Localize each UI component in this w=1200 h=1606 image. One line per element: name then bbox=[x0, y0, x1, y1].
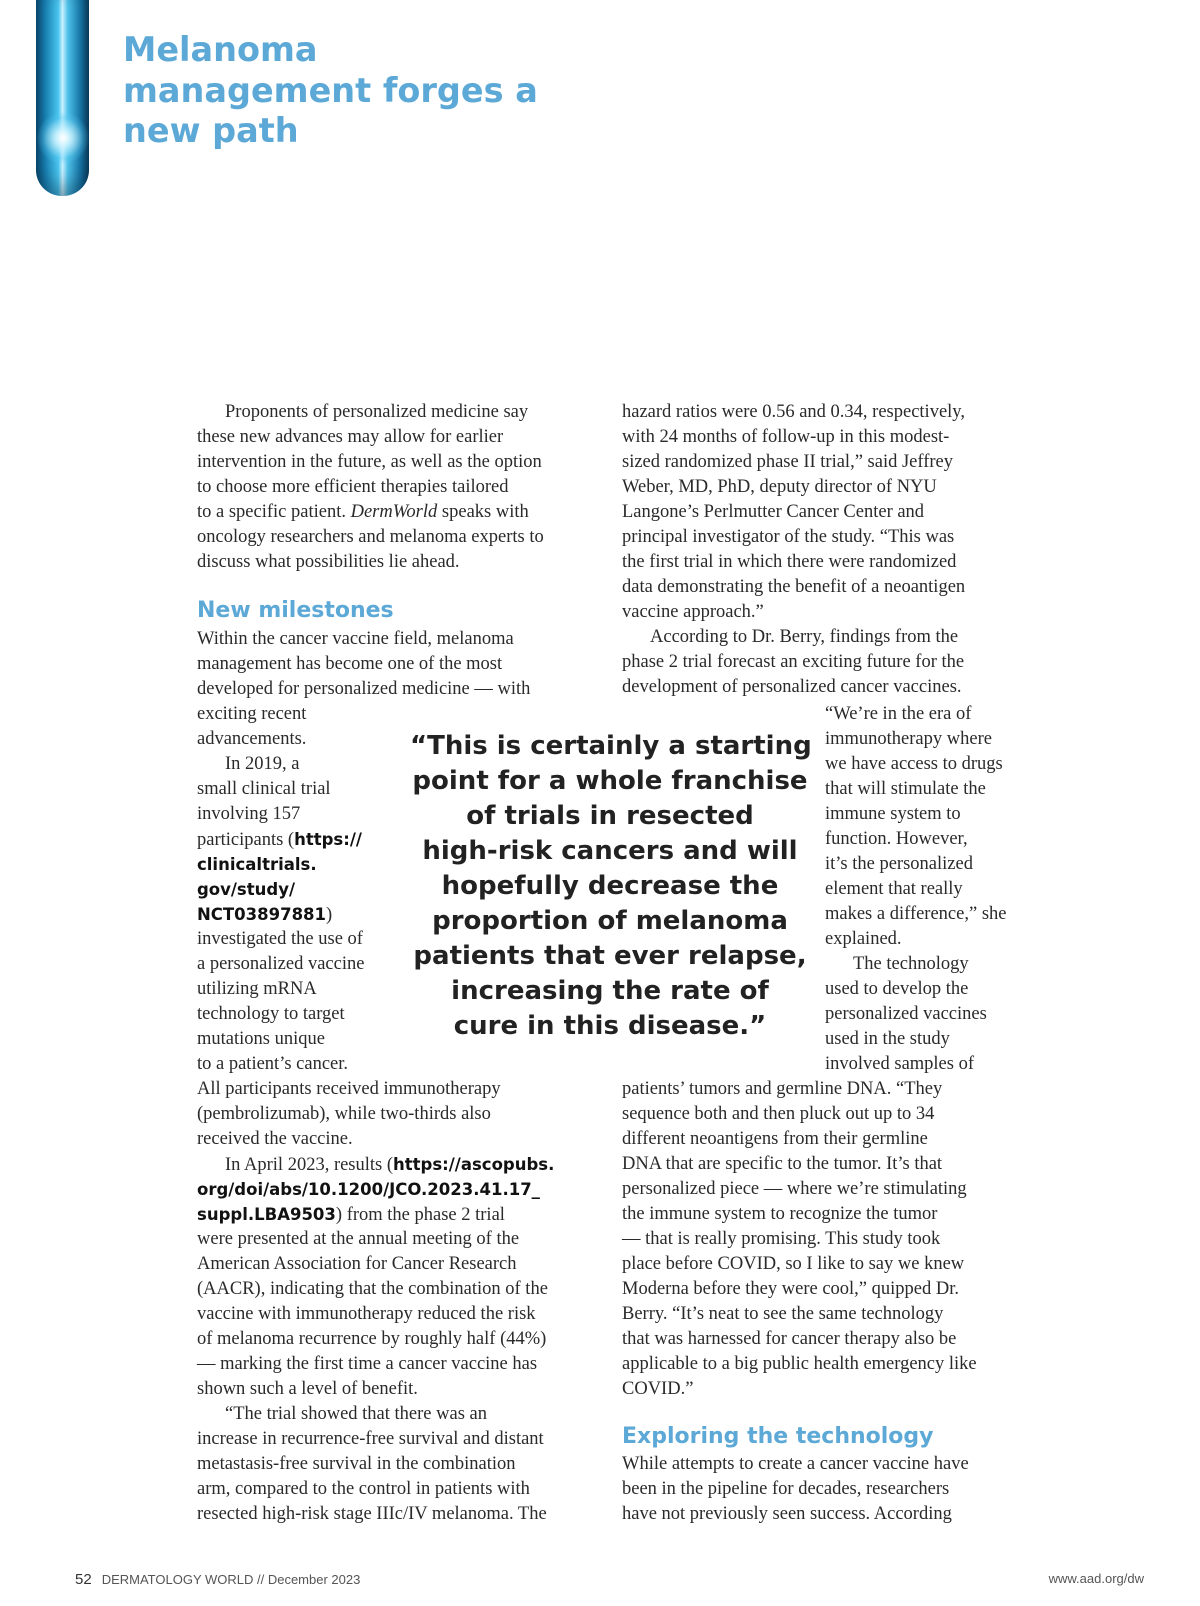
text-line: In 2019, a bbox=[225, 754, 300, 774]
text-line: investigated the use of bbox=[197, 929, 363, 949]
text-line: “The trial showed that there was an bbox=[225, 1404, 487, 1424]
text-line: involved samples of bbox=[825, 1054, 975, 1074]
right-column-middle bbox=[622, 1077, 977, 1402]
text-line: we have access to drugs bbox=[825, 754, 1003, 774]
text-line: these new advances may allow for earlier bbox=[197, 427, 504, 447]
pull-quote-line: point for a whole franchise bbox=[412, 766, 808, 796]
page-number: 52 bbox=[75, 1571, 92, 1588]
link-text[interactable]: NCT03897881 bbox=[197, 905, 327, 924]
left-column-intro bbox=[197, 400, 544, 575]
text-line: Moderna before they were cool,” quipped Dr. bbox=[622, 1279, 959, 1299]
text-line: intervention in the future, as well as the option bbox=[197, 452, 542, 472]
text-line: According to Dr. Berry, findings from the bbox=[650, 627, 959, 647]
text-line: resected high-risk stage IIIc/IV melanoma. The bbox=[197, 1504, 547, 1524]
text-line: phase 2 trial forecast an exciting future for the bbox=[622, 652, 965, 672]
text-line bbox=[197, 500, 544, 525]
text-line: All participants received immunotherapy bbox=[197, 1079, 501, 1099]
text-line: DNA that are specific to the tumor. It’s that bbox=[622, 1154, 943, 1174]
text-line: oncology researchers and melanoma experts to bbox=[197, 527, 544, 547]
text-line: “We’re in the era of bbox=[825, 704, 972, 724]
text-line: utilizing mRNA bbox=[197, 979, 317, 999]
text-line: mutations unique bbox=[197, 1029, 325, 1049]
text-line: sequence both and then pluck out up to 34 bbox=[622, 1104, 935, 1124]
text-line: technology to target bbox=[197, 1004, 345, 1024]
text-line: that will stimulate the bbox=[825, 779, 986, 799]
right-column-top bbox=[622, 400, 965, 700]
text-line: (AACR), indicating that the combination of the bbox=[197, 1279, 548, 1299]
text-line: data demonstrating the benefit of a neoantigen bbox=[622, 577, 966, 597]
link-text[interactable]: org/doi/abs/10.1200/JCO.2023.41.17_ bbox=[197, 1180, 540, 1199]
text-line: applicable to a big public health emergency like bbox=[622, 1354, 977, 1374]
pull-quote-line: of trials in resected bbox=[466, 801, 754, 831]
text-line: that was harnessed for cancer therapy also be bbox=[622, 1329, 957, 1349]
text-line: were presented at the annual meeting of the bbox=[197, 1229, 520, 1249]
text-line: developed for personalized medicine — with bbox=[197, 679, 531, 699]
text-line: American Association for Cancer Research bbox=[197, 1254, 517, 1274]
text-line: to choose more efficient therapies tailored bbox=[197, 477, 509, 497]
link-text[interactable]: https:// bbox=[294, 830, 362, 849]
text-line: have not previously seen success. According bbox=[622, 1504, 952, 1524]
text-line: immune system to bbox=[825, 804, 961, 824]
text-line: exciting recent bbox=[197, 704, 307, 724]
text-line bbox=[197, 1177, 554, 1202]
pull-quote-line: “This is certainly a starting bbox=[410, 731, 812, 761]
text-line bbox=[197, 1152, 554, 1177]
text-line: increase in recurrence-free survival and distant bbox=[197, 1429, 544, 1449]
text-line: arm, compared to the control in patients with bbox=[197, 1479, 530, 1499]
italic-text: DermWorld bbox=[350, 502, 438, 522]
text-line: received the vaccine. bbox=[197, 1129, 353, 1149]
text-line: Weber, MD, PhD, deputy director of NYU bbox=[622, 477, 937, 497]
text-line: explained. bbox=[825, 929, 902, 949]
text-span: ) from the phase 2 trial bbox=[335, 1205, 505, 1225]
pull-quote-line: cure in this disease.” bbox=[453, 1011, 767, 1041]
text-span: participants ( bbox=[197, 830, 295, 850]
text-span: ) bbox=[326, 905, 333, 925]
publication-info: DERMATOLOGY WORLD // December 2023 bbox=[101, 1572, 361, 1587]
heading-new-milestones: New milestones bbox=[197, 598, 394, 623]
link-text[interactable]: gov/study/ bbox=[197, 880, 295, 899]
text-line bbox=[197, 1202, 554, 1227]
text-line: vaccine with immunotherapy reduced the risk bbox=[197, 1304, 536, 1324]
text-line: personalized vaccines bbox=[825, 1004, 987, 1024]
text-span: to a specific patient. bbox=[197, 502, 351, 522]
pull-quote-line: increasing the rate of bbox=[451, 976, 769, 1006]
heading-exploring-technology: Exploring the technology bbox=[622, 1424, 934, 1449]
test-tube-glow bbox=[37, 112, 89, 164]
text-line: Proponents of personalized medicine say bbox=[225, 402, 529, 422]
text-line: with 24 months of follow-up in this modest- bbox=[622, 427, 950, 447]
text-line: principal investigator of the study. “This was bbox=[622, 527, 955, 547]
text-line: used in the study bbox=[825, 1029, 950, 1049]
text-line: management has become one of the most bbox=[197, 654, 503, 674]
text-line: of melanoma recurrence by roughly half (44%) bbox=[197, 1329, 547, 1349]
text-line: COVID.” bbox=[622, 1379, 694, 1399]
text-line: The technology bbox=[853, 954, 969, 974]
link-text[interactable]: https://ascopubs. bbox=[393, 1155, 555, 1174]
footer-left bbox=[75, 1571, 360, 1588]
pull-quote-line: high-risk cancers and will bbox=[422, 836, 798, 866]
text-line: shown such a level of benefit. bbox=[197, 1379, 418, 1399]
text-line: While attempts to create a cancer vaccine have bbox=[622, 1454, 969, 1474]
text-line: been in the pipeline for decades, researchers bbox=[622, 1479, 950, 1499]
text-line: sized randomized phase II trial,” said Jeffrey bbox=[622, 452, 953, 472]
text-line: metastasis-free survival in the combination bbox=[197, 1454, 516, 1474]
text-line: makes a difference,” she bbox=[825, 904, 1007, 924]
text-line: small clinical trial bbox=[197, 779, 331, 799]
pull-quote bbox=[410, 729, 810, 1044]
pull-quote-line: proportion of melanoma bbox=[432, 906, 788, 936]
pull-quote-line: patients that ever relapse, bbox=[413, 941, 807, 971]
text-line: place before COVID, so I like to say we knew bbox=[622, 1254, 965, 1274]
text-line: vaccine approach.” bbox=[622, 602, 764, 622]
text-line: to a patient’s cancer. bbox=[197, 1054, 349, 1074]
text-line: hazard ratios were 0.56 and 0.34, respectively, bbox=[622, 402, 965, 422]
text-line: Berry. “It’s neat to see the same technology bbox=[622, 1304, 944, 1324]
text-line: it’s the personalized bbox=[825, 854, 973, 874]
text-line: function. However, bbox=[825, 829, 968, 849]
text-line: element that really bbox=[825, 879, 963, 899]
text-line: the first trial in which there were randomized bbox=[622, 552, 957, 572]
footer-url: www.aad.org/dw bbox=[1048, 1571, 1144, 1586]
middle-column bbox=[825, 702, 1006, 1077]
right-column-bottom bbox=[622, 1452, 969, 1527]
text-line: (pembrolizumab), while two-thirds also bbox=[197, 1104, 491, 1124]
link-text[interactable]: suppl.LBA9503 bbox=[197, 1205, 336, 1224]
text-line: involving 157 bbox=[197, 804, 301, 824]
text-line: immunotherapy where bbox=[825, 729, 992, 749]
text-line: advancements. bbox=[197, 729, 307, 749]
text-line: a personalized vaccine bbox=[197, 954, 365, 974]
text-span: speaks with bbox=[437, 502, 529, 522]
text-span: In April 2023, results ( bbox=[225, 1155, 394, 1175]
text-line: — that is really promising. This study took bbox=[622, 1229, 941, 1249]
text-line: — marking the first time a cancer vaccine has bbox=[197, 1354, 538, 1374]
text-line: personalized piece — where we’re stimulating bbox=[622, 1179, 967, 1199]
text-line: development of personalized cancer vaccines. bbox=[622, 677, 962, 697]
text-line: different neoantigens from their germline bbox=[622, 1129, 928, 1149]
test-tube-image bbox=[36, 0, 89, 196]
text-line: Langone’s Perlmutter Cancer Center and bbox=[622, 502, 925, 522]
text-line: the immune system to recognize the tumor bbox=[622, 1204, 938, 1224]
pull-quote-line: hopefully decrease the bbox=[441, 871, 779, 901]
text-line: discuss what possibilities lie ahead. bbox=[197, 552, 460, 572]
text-line: Within the cancer vaccine field, melanoma bbox=[197, 629, 514, 649]
link-text[interactable]: clinicaltrials. bbox=[197, 855, 317, 874]
text-line: patients’ tumors and germline DNA. “They bbox=[622, 1079, 943, 1099]
article-title: Melanoma management forges a new path bbox=[123, 30, 538, 150]
text-line: used to develop the bbox=[825, 979, 969, 999]
